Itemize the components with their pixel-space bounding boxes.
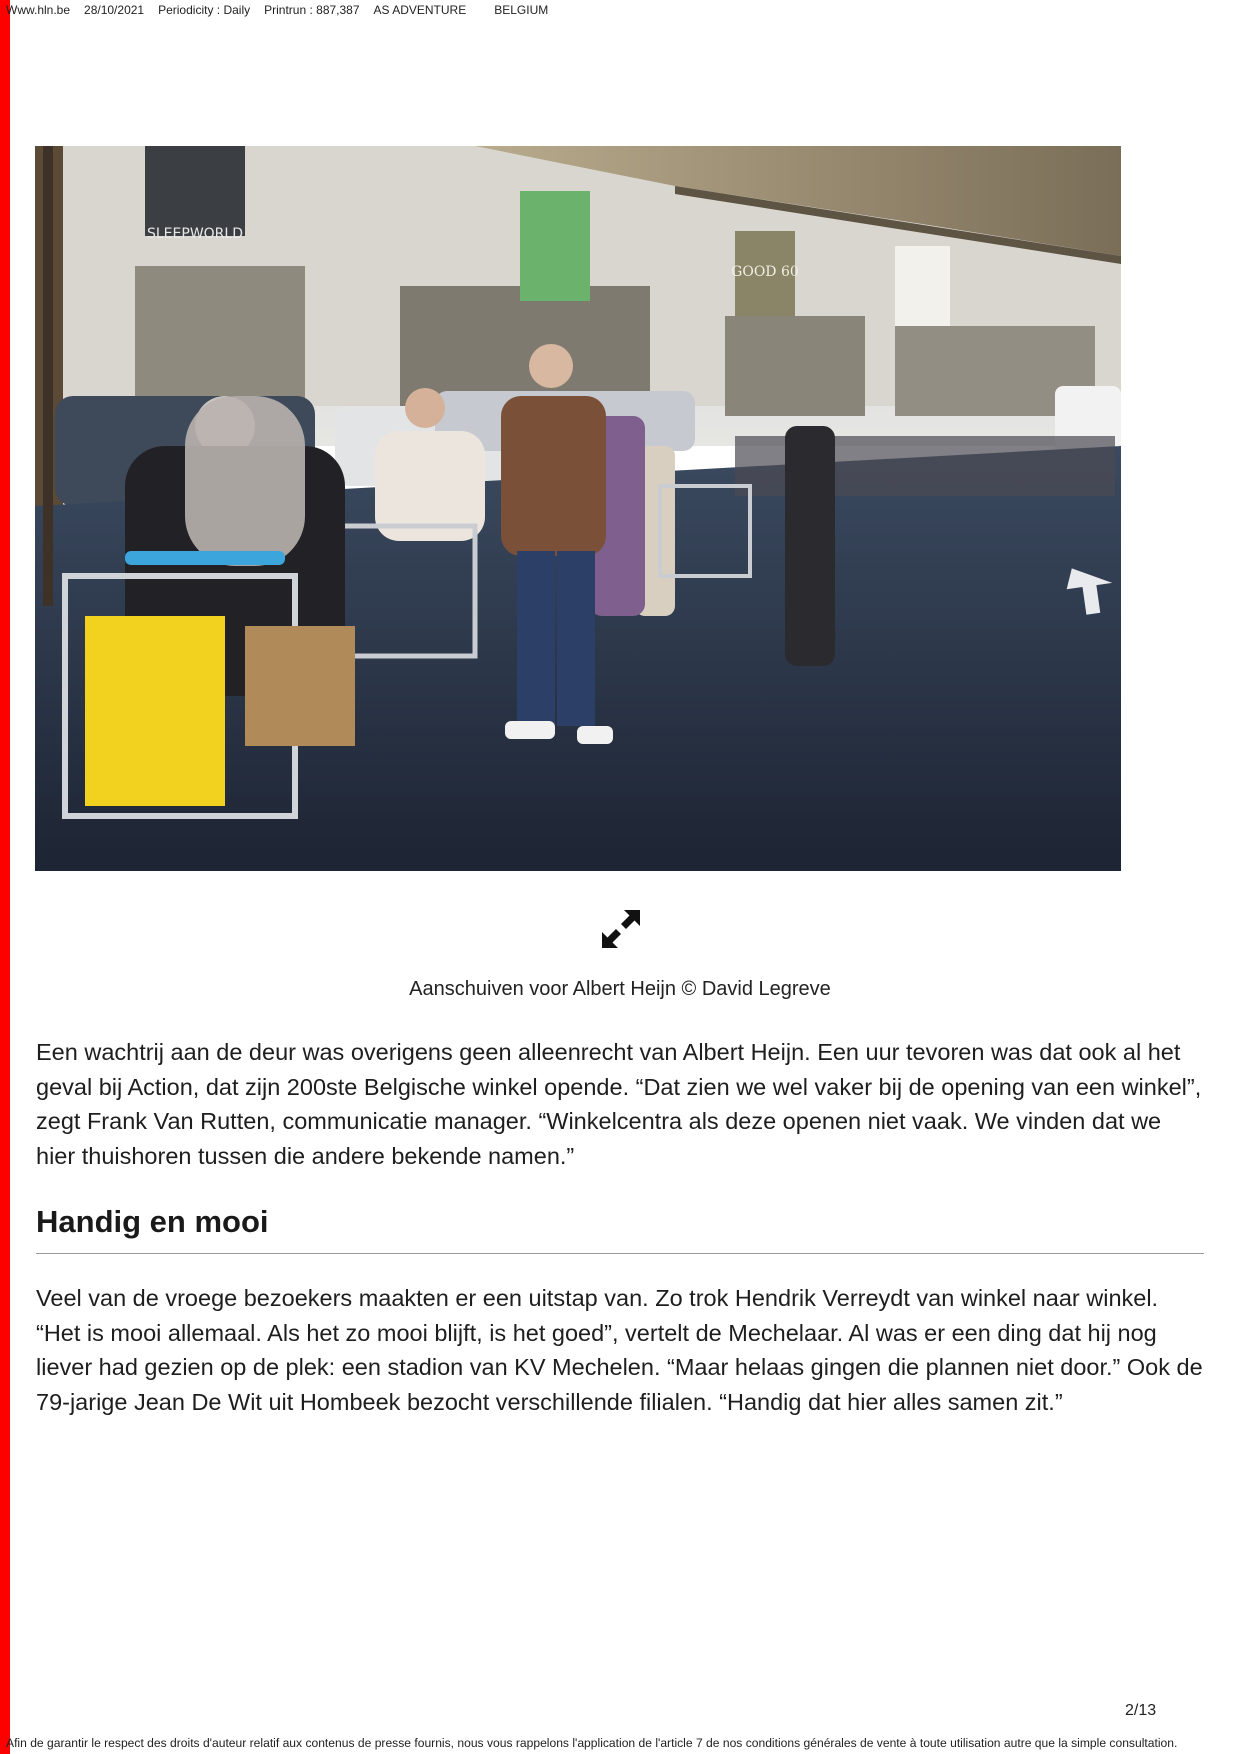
article-paragraph-2: Veel van de vroege bezoekers maakten er een uitstap van. Zo trok Hendrik Verreydt van winkel naar winkel. “Het is mooi allemaal. Als het zo mooi blijft, is het goed”, vertelt de Mechelaar. Al was er een ding dat hij nog liever had gezien op de plek: een stadion van KV Mechelen. “Maar helaas gingen die plannen niet door.” Ook de 79-jarige Jean De Wit uit Hombeek bezocht verschillende filialen. “Handig dat hier alles samen zit.” [36,1285,1203,1415]
header-periodicity: Periodicity : Daily [158,3,251,17]
article-photo [35,146,1121,871]
header-printrun: Printrun : 887,387 [264,3,360,17]
good-sign: GOOD 60 [731,264,799,280]
article-paragraph-1: Een wachtrij aan de deur was overigens geen alleenrecht van Albert Heijn. Een uur tevoren was dat ook al het geval bij Action, dat zijn 200ste Belgische winkel opende. “Dat zien we wel vaker bij de opening van een winkel”, zegt Frank Van Rutten, communicatie manager. “Winkelcentra als deze openen niet vaak. We vinden dat we hier thuishoren tussen die andere bekende namen.” [36,1039,1202,1169]
copyright-footer: Afin de garantir le respect des droits d'auteur relatif aux contenus de presse fournis, nous vous rappelons l'application de l'article 7 de nos conditions générales de vente à toute utilisation autre que la simple consultation. [6,1736,1178,1750]
sleepworld-sign: SLEEPWORLD [147,226,243,242]
header-source: Www.hln.be [6,3,71,17]
header-country: BELGIUM [494,3,549,17]
page-number: 2/13 [1125,1702,1157,1719]
photo-caption: Aanschuiven voor Albert Heijn © David Legreve [409,978,831,1000]
section-heading: Handig en mooi [36,1204,269,1239]
heading-divider [36,1253,1204,1254]
red-margin-bar [0,0,10,1754]
header-client: AS ADVENTURE [373,3,467,17]
clipping-header [6,3,562,17]
expand-arrows-icon[interactable] [602,910,640,948]
header-date: 28/10/2021 [84,3,145,17]
